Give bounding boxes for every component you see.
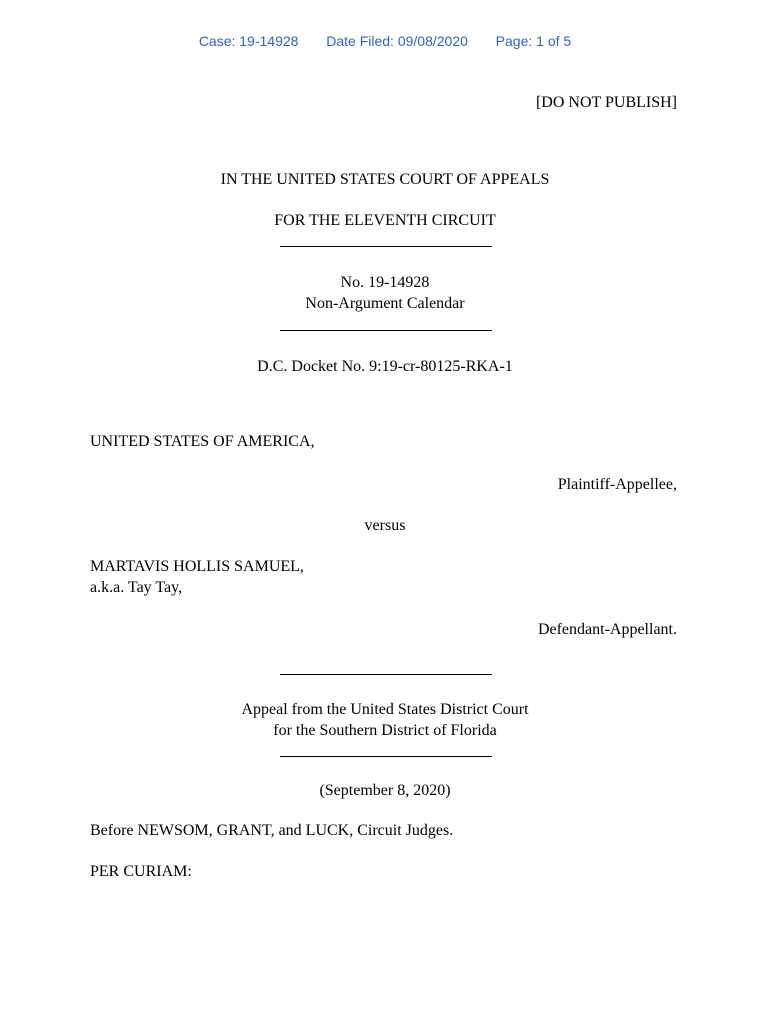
publish-note: [DO NOT PUBLISH]: [535, 94, 677, 111]
decision-date: (September 8, 2020): [319, 782, 451, 799]
page-count-header: Page: 1 of 5: [495, 33, 572, 49]
court-name: IN THE UNITED STATES COURT OF APPEALS: [220, 171, 550, 188]
appeal-district: for the Southern District of Florida: [273, 722, 497, 739]
divider-rule: [280, 246, 492, 247]
per-curiam-heading: PER CURIAM:: [90, 863, 192, 880]
defendant-aka: a.k.a. Tay Tay,: [90, 579, 183, 596]
plaintiff-role: Plaintiff-Appellee,: [557, 476, 677, 493]
defendant-role: Defendant-Appellant.: [537, 621, 677, 638]
appeal-number: No. 19-14928: [340, 274, 430, 291]
panel-judges: Before NEWSOM, GRANT, and LUCK, Circuit Judges.: [90, 822, 454, 839]
filing-header: [0, 33, 770, 49]
plaintiff-name: UNITED STATES OF AMERICA,: [90, 433, 315, 450]
defendant-name: MARTAVIS HOLLIS SAMUEL,: [90, 558, 304, 575]
circuit-name: FOR THE ELEVENTH CIRCUIT: [274, 212, 496, 229]
divider-rule: [280, 674, 492, 675]
divider-rule: [280, 756, 492, 757]
date-filed-header: Date Filed: 09/08/2020: [326, 33, 468, 49]
versus-text: versus: [364, 517, 406, 534]
docket-number: D.C. Docket No. 9:19-cr-80125-RKA-1: [257, 358, 513, 375]
appeal-origin: Appeal from the United States District Court: [241, 701, 529, 718]
divider-rule: [280, 330, 492, 331]
calendar-type: Non-Argument Calendar: [305, 295, 465, 312]
case-number-header: Case: 19-14928: [198, 33, 299, 49]
